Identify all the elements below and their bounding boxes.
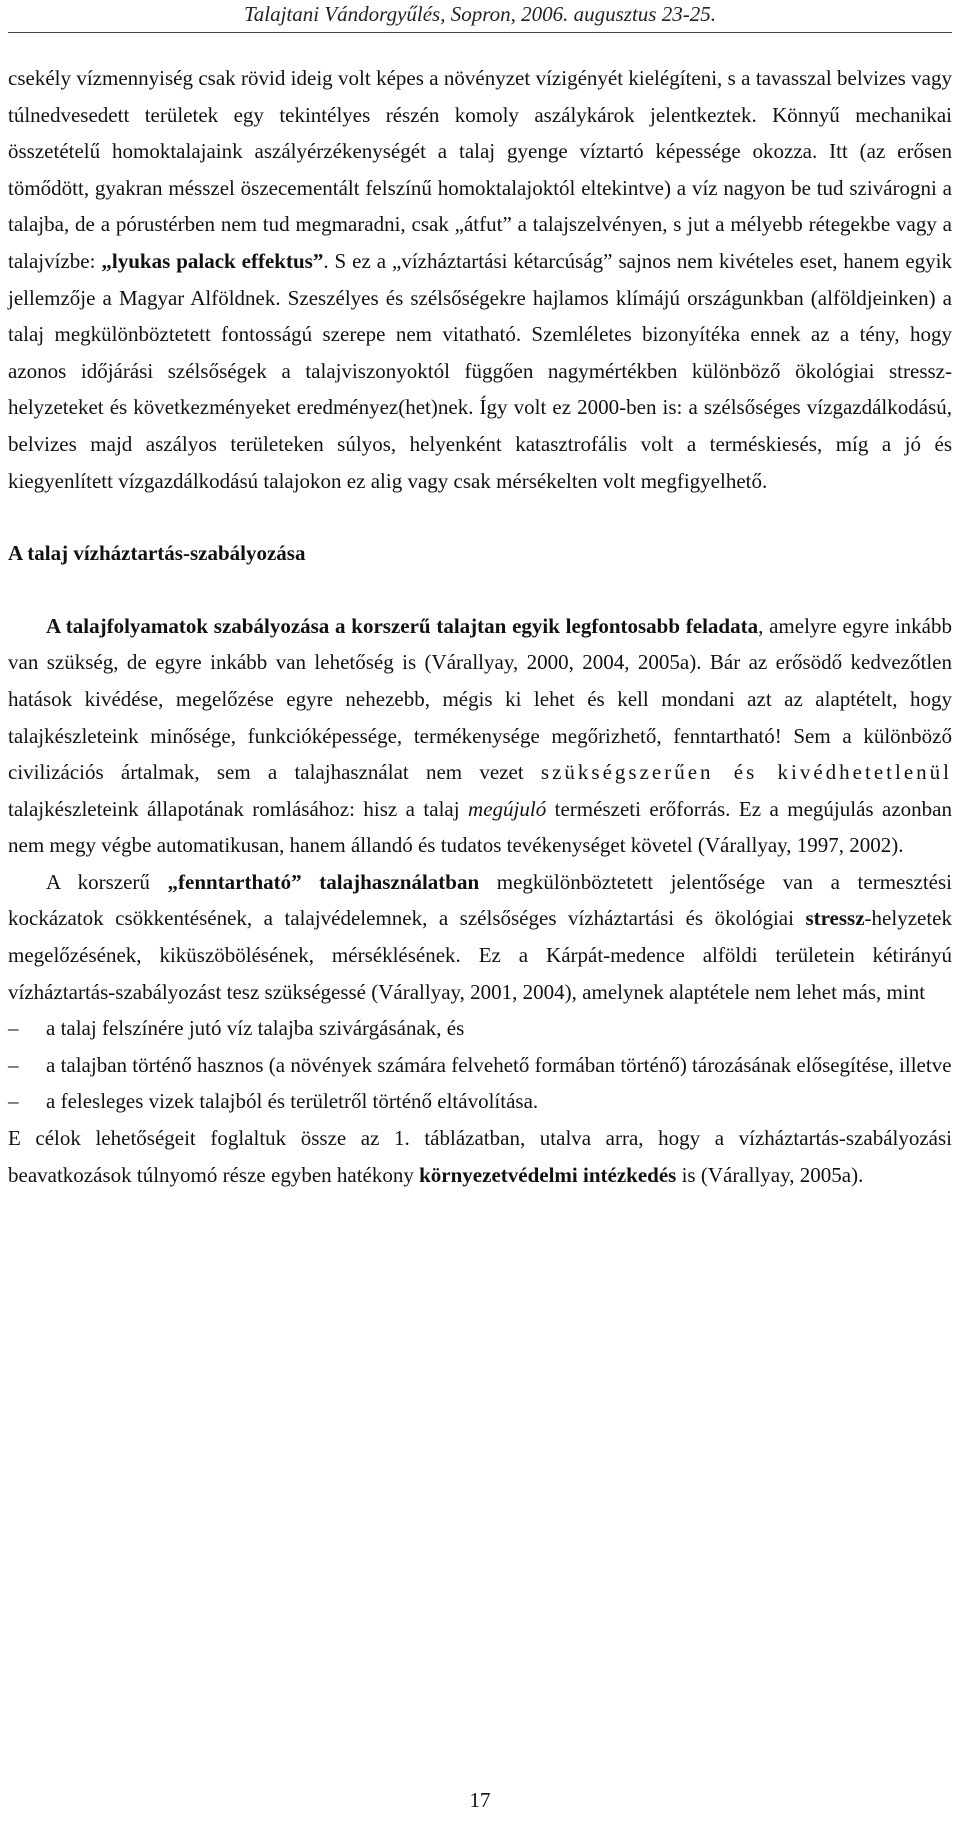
list-item-text: a talaj felszínére jutó víz talajba szivárgásának, és (46, 1016, 465, 1041)
header-rule (8, 32, 952, 33)
regulation-goals-list (8, 1010, 952, 1120)
paragraph-table-emphasis: környezetvédelmi intézkedés (419, 1162, 677, 1187)
paragraph-regulation-text-c: természeti erőforrás. Ez a megújulás azonban nem megy végbe automatikusan, hanem állandó és tudatos tevékenységet követel (Várallyay, 1997, 2002). (8, 796, 952, 858)
list-item (8, 1047, 952, 1084)
paragraph-sustainable (8, 864, 952, 1010)
paragraph-sustainable-emphasis-a: „fenntartható” talajhasználatban (167, 869, 480, 894)
section-heading: A talaj vízháztartás-szabályozása (8, 541, 306, 566)
renewable-italic: megújuló (468, 796, 547, 821)
paragraph-regulation-text-b: talajkészleteink állapotának romlásához: hisz a talaj (8, 796, 469, 821)
paragraph-regulation (8, 608, 952, 864)
spaced-phrase: szükségszerűen és kivédhetetlenül (540, 760, 952, 785)
paragraph-sustainable-emphasis-b: stressz (805, 906, 865, 931)
list-item-text: a felesleges vizek talajból és területről történő eltávolítása. (46, 1089, 539, 1114)
paragraph-table-text-b: is (Várallyay, 2005a). (676, 1162, 864, 1187)
list-item-text: a talajban történő hasznos (a növények számára felvehető formában történő) tározásának elősegítése, illetve (46, 1052, 952, 1077)
paragraph-table-reference (8, 1120, 952, 1193)
list-item (8, 1010, 952, 1047)
running-header: Talajtani Vándorgyűlés, Sopron, 2006. augusztus 23-25. (244, 2, 716, 26)
page-number: 17 (469, 1788, 491, 1812)
paragraph-drought-text-b: . S ez a „vízháztartási kétarcúság” sajnos nem kivételes eset, hanem egyik jellemzője a Magyar Alföldnek. Szeszélyes és szélsőségekre hajlamos klímájú országunkban (alföldjeinken) a talaj megkülönböztetett fontosságú szerepe nem vitatható. Szemléletes bizonyítéka ennek az a tény, hogy azonos időjárási szélsőségek a talajviszonyoktól függően nagymértékben különböző ökológiai stressz-helyzeteket és következményeket eredményez(het)nek. Így volt ez 2000-ben is: a szélsőséges vízgazdálkodású, belvizes majd aszályos területeken súlyos, helyenként katasztrofális volt a terméskiesés, míg a jó és kiegyenlített vízgazdálkodású talajokon ez alig vagy csak mérsékelten volt megfigyelhető. (8, 248, 953, 493)
paragraph-sustainable-text-c: -helyzetek megelőzésének, kiküszöbölésének, mérséklésének. Ez a Kárpát-medence alföldi területein kétirányú vízháztartás-szabályozást tesz szükségessé (Várallyay, 2001, 2004), amelynek alaptétele nem lehet más, mint (8, 906, 952, 1004)
paragraph-sustainable-text-b: megkülönböztetett jelentősége van a termesztési kockázatok csökkentésének, a talajvédelemnek, a szélsőséges vízháztartási és ökológiai (8, 869, 952, 931)
dash-bullet: – (8, 1016, 19, 1041)
paragraph-drought (8, 60, 952, 499)
paragraph-sustainable-text-a: A korszerű (46, 869, 168, 894)
leaky-bottle-effect: „lyukas palack effektus” (101, 248, 324, 273)
dash-bullet: – (8, 1089, 19, 1114)
paragraph-drought-text-a: csekély vízmennyiség csak rövid ideig volt képes a növényzet vízigényét kielégíteni, s a tavasszal belvizes vagy túlnedvesedett területek egy tekintélyes részén komoly aszálykárok jelentkeztek. Könnyű mechanikai összetételű homoktalajaink aszályérzékenységét a talaj gyenge víztartó képessége okozza. Itt (az erősen tömődött, gyakran mésszel öszecementált felszínű homoktalajoktól eltekintve) a víz nagyon be tud szivárogni a talajba, de a pórustérben nem tud megmaradni, csak „átfut” a talajszelvényen, s jut a mélyebb rétegekbe vagy a talajvízbe: (8, 66, 952, 273)
paragraph-table-text-a: E célok lehetőségeit foglaltuk össze az 1. táblázatban, utalva arra, hogy a vízháztartás-szabályozási beavatkozások túlnyomó része egyben hatékony (8, 1126, 952, 1187)
list-item (8, 1083, 952, 1120)
body-text (8, 60, 952, 1193)
paragraph-regulation-emphasis: A talajfolyamatok szabályozása a korszerű talajtan egyik legfontosabb feladata (46, 613, 759, 638)
dash-bullet: – (8, 1052, 19, 1077)
paragraph-regulation-text-a: , amelyre egyre inkább van szükség, de egyre inkább van lehetőség is (Várallyay, 2000, 2004, 2005a). Bár az erősödő kedvezőtlen hatások kivédése, megelőzése egyre nehezebb, mégis ki lehet és kell mondani azt az alaptételt, hogy talajkészleteink minősége, funkcióképessége, termékenysége megőrizhető, fenntartható! Sem a különböző civilizációs ártalmak, sem a talajhasználat nem vezet (8, 613, 952, 785)
